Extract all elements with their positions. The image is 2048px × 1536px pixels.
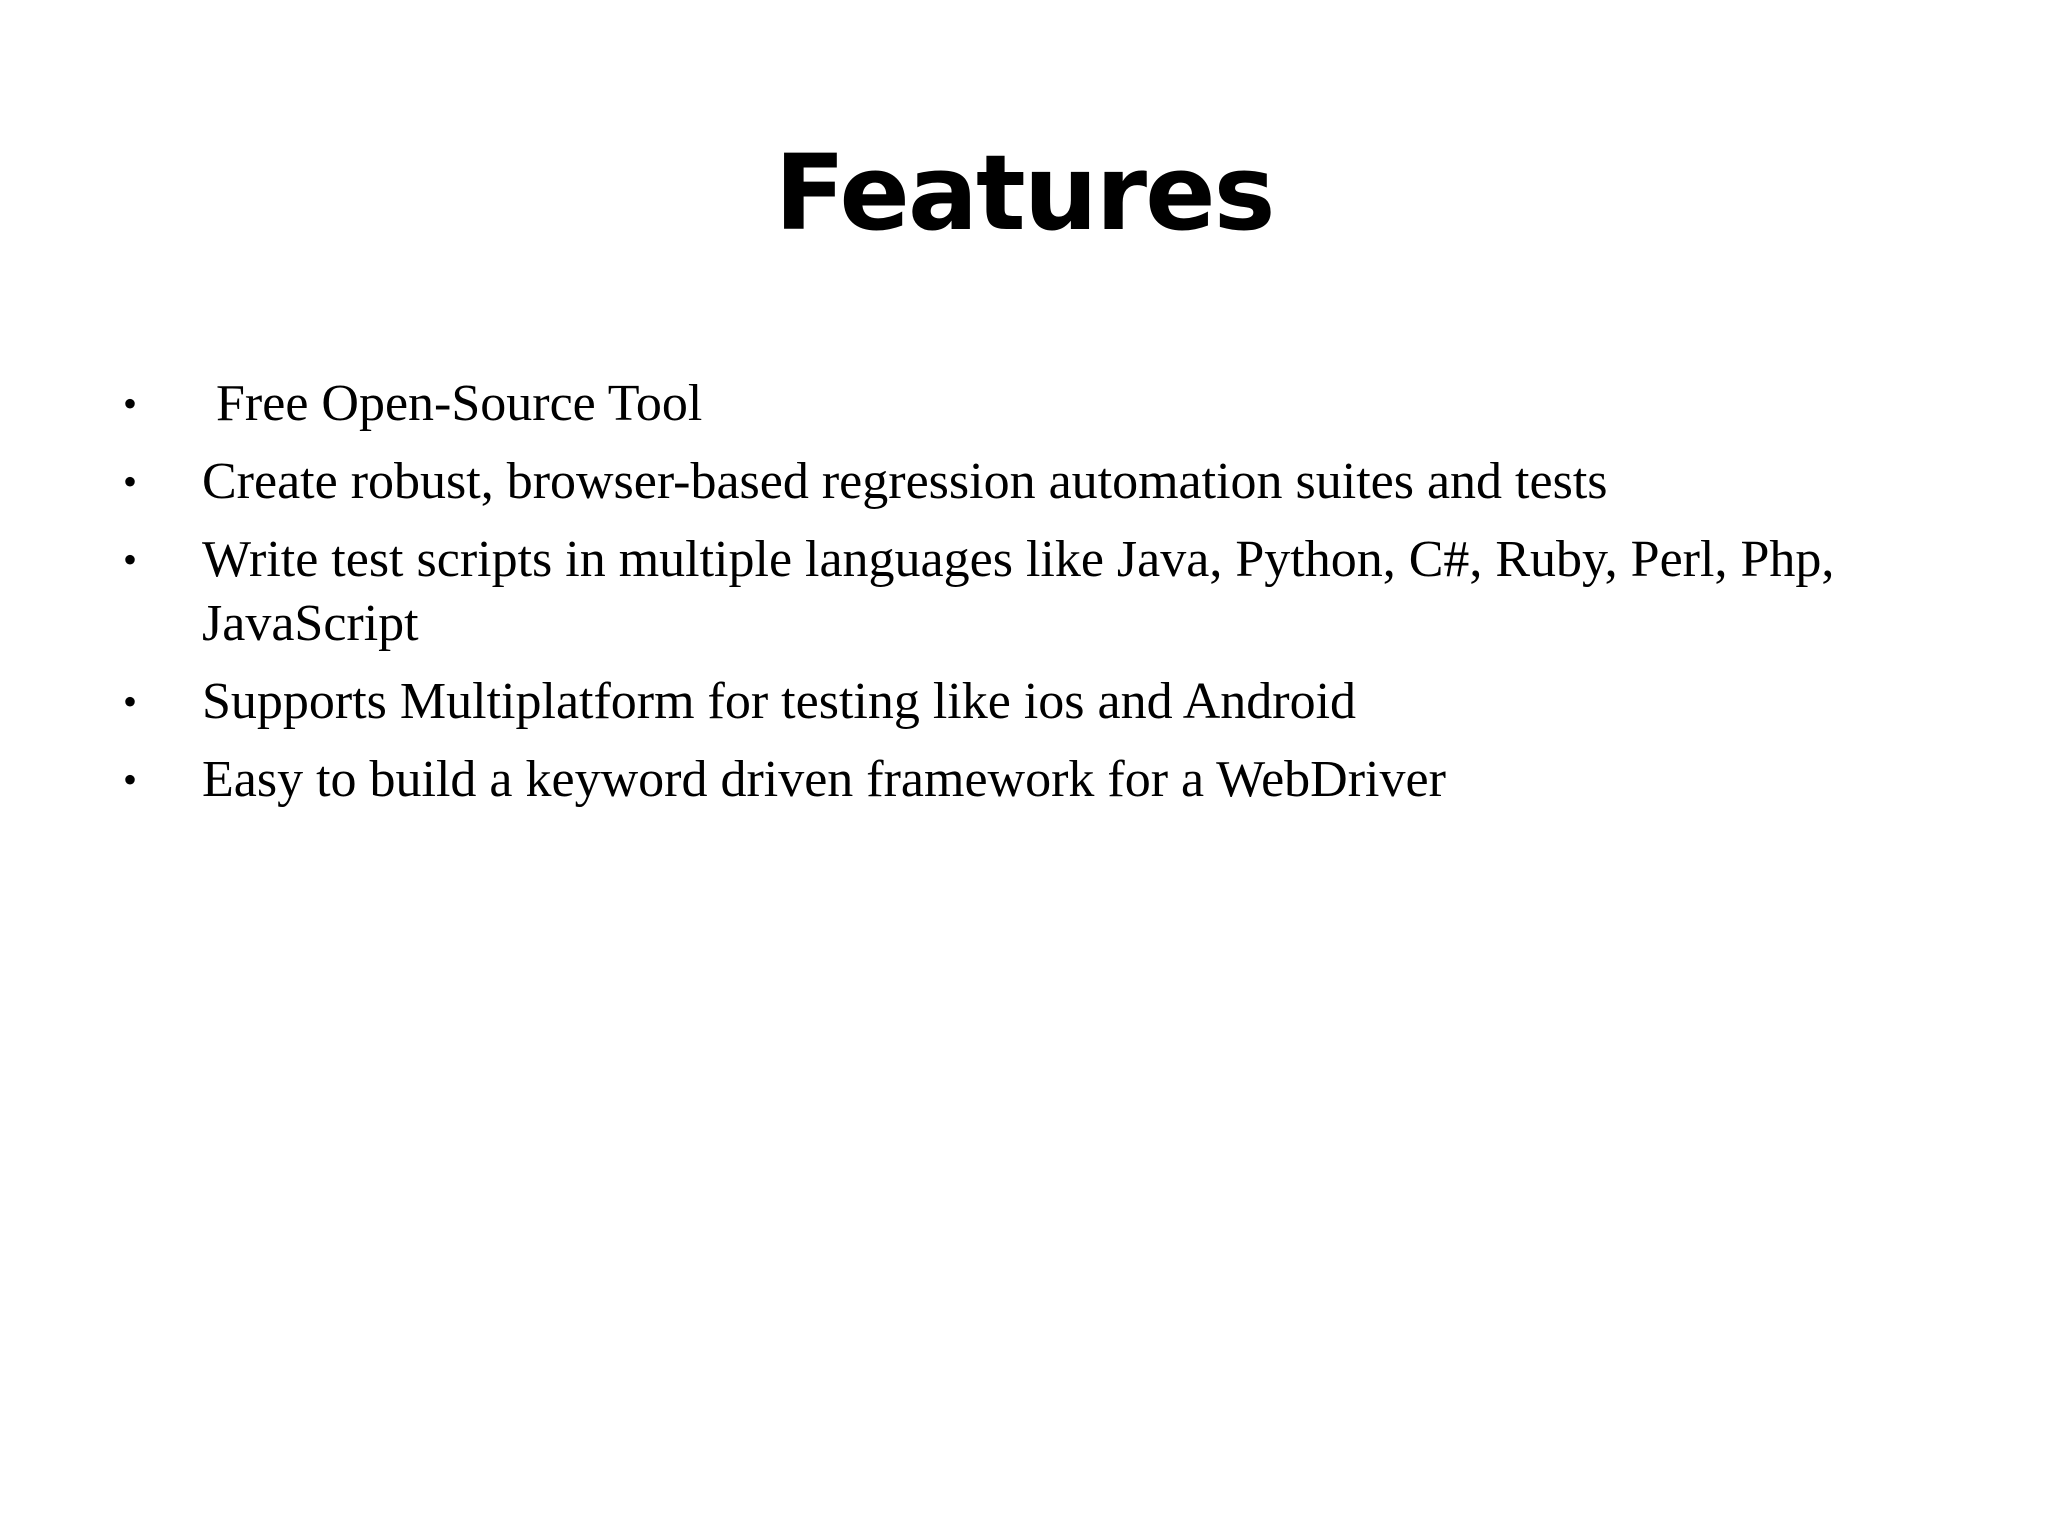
list-item xyxy=(120,748,1860,812)
list-item xyxy=(120,670,1860,734)
bullet-text: Write test scripts in multiple languages like Java, Python, C#, Ruby, Perl, Php, JavaScript xyxy=(202,531,1835,652)
bullet-icon: • xyxy=(123,381,138,426)
bullet-icon: • xyxy=(123,757,138,802)
slide-title: Features xyxy=(774,132,1274,254)
list-item xyxy=(120,372,1860,436)
bullet-icon: • xyxy=(123,459,138,504)
list-item xyxy=(120,450,1860,514)
bullet-text: Create robust, browser-based regression automation suites and tests xyxy=(202,453,1608,510)
bullet-text: Easy to build a keyword driven framework for a WebDriver xyxy=(202,751,1446,808)
bullet-icon: • xyxy=(123,679,138,724)
bullet-text: Supports Multiplatform for testing like ios and Android xyxy=(202,673,1357,730)
list-item xyxy=(120,528,1860,656)
bullet-list xyxy=(120,372,1860,826)
bullet-icon: • xyxy=(123,537,138,582)
bullet-text: Free Open-Source Tool xyxy=(216,375,703,432)
